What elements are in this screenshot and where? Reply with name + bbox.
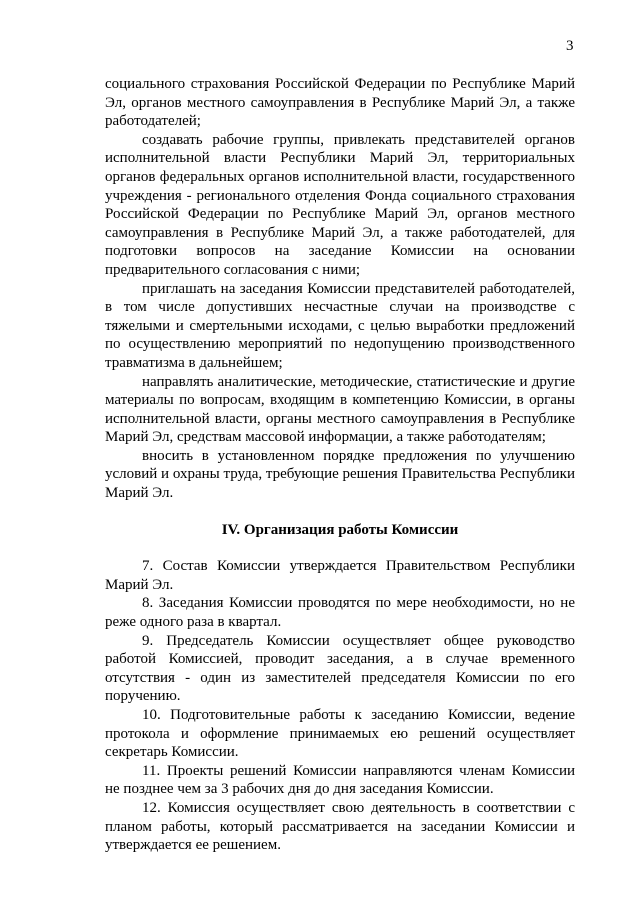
section-heading: IV. Организация работы Комиссии [221,521,459,538]
paragraph-working-groups: создавать рабочие группы, привлекать представителей органов исполнительной власти Республики Марий Эл, территориальных органов федеральных органов исполнительной власти, государственного учреждения - регионального отделения Фонда социального страхования Российской Федерации по Республике Марий Эл, органов местного самоуправления в Республике Марий Эл, а также работодателей, для подготовки вопросов на заседание Комиссии на основании предварительного согласования с ними; [105,131,575,278]
paragraph-item-12: 12. Комиссия осуществляет свою деятельность в соответствии с планом работы, который рассматривается на заседании Комиссии и утверждается ее решением. [105,799,575,854]
paragraph-item-9: 9. Председатель Комиссии осуществляет общее руководство работой Комиссией, проводит заседания, а в случае временного отсутствия - один из заместителей председателя Комиссии по его поручению. [105,632,575,705]
paragraph-submit-proposals: вносить в установленном порядке предложения по улучшению условий и охраны труда, требующие решения Правительства Республики Марий Эл. [105,447,575,502]
document-body [105,75,575,855]
paragraph-item-7: 7. Состав Комиссии утверждается Правительством Республики Марий Эл. [105,558,575,593]
page-number: 3 [566,38,574,54]
paragraph-continuation: социального страхования Российской Федерации по Республике Марий Эл, органов местного самоуправления в Республике Марий Эл, а также работодателей; [105,76,575,130]
paragraph-item-8: 8. Заседания Комиссии проводятся по мере необходимости, но не реже одного раза в квартал. [105,595,575,631]
paragraph-invite-employers: приглашать на заседания Комиссии представителей работодателей, в том числе допустивших несчастные случаи на производстве с тяжелыми и смертельными исходами, с целью выработки предложений по осуществлению мероприятий по недопущению производственного травматизма в дальнейшем; [105,280,575,371]
paragraph-item-10: 10. Подготовительные работы к заседанию Комиссии, ведение протокола и оформление принимаемых ею решений осуществляет секретарь Комиссии. [105,707,575,761]
paragraph-send-materials: направлять аналитические, методические, статистические и другие материалы по вопросам, входящим в компетенцию Комиссии, в органы исполнительной власти, органы местного самоуправления в Республике Марий Эл, средствам массовой информации, а также работодателям; [105,373,575,446]
paragraph-item-11: 11. Проекты решений Комиссии направляются членам Комиссии не позднее чем за 3 рабочих дня до дня заседания Комиссии. [105,762,575,798]
